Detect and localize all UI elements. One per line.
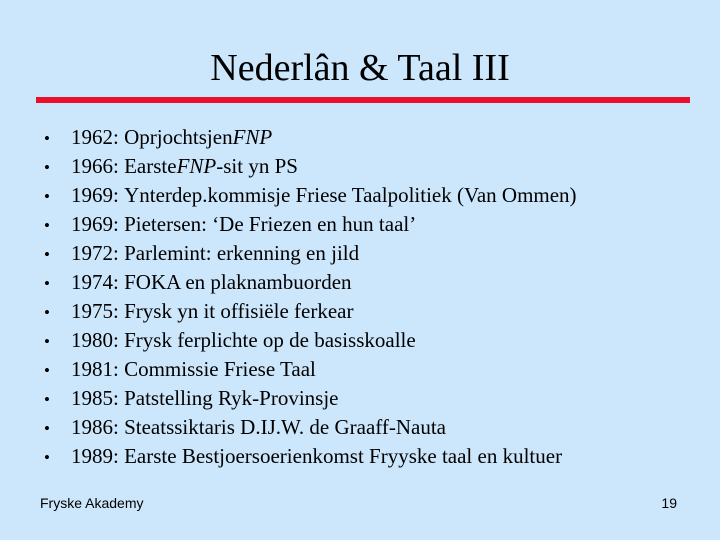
bullet-year: 1962: [71,125,119,149]
bullet-year: 1969: [71,183,119,207]
bullet-item [44,326,577,355]
bullet-year: 1974: [71,270,119,294]
bullet-text: Patstelling Ryk-Provinsje [124,386,339,410]
bullet-text: Oprjochtsjen [124,125,233,149]
bullet-year: 1989: [71,444,119,468]
bullet-dot-icon: • [44,332,50,351]
bullet-item [44,384,577,413]
bullet-dot-icon: • [44,390,50,409]
title-divider [36,97,690,103]
bullet-text-italic: FNP [176,154,217,178]
bullet-text: Steatssiktaris D.IJ.W. de Graaff-Nauta [124,415,447,439]
footer-text: Fryske Akademy [40,495,144,511]
bullet-item [44,181,577,210]
bullet-text: Earste Bestjoersoerienkomst Fryyske taal en kultuer [124,444,563,468]
bullet-item [44,123,577,152]
bullet-year: 1981: [71,357,119,381]
bullet-text: FOKA en plaknambuorden [124,270,352,294]
bullet-year: 1980: [71,328,119,352]
bullet-dot-icon: • [44,129,50,148]
bullet-item [44,297,577,326]
bullet-dot-icon: • [44,158,50,177]
bullet-text: Frysk yn it offisiële ferkear [124,299,354,323]
bullet-text: Ynterdep.kommisje Friese Taalpolitiek (Van Ommen) [124,183,577,207]
bullet-dot-icon: • [44,303,50,322]
bullet-text: -sit yn PS [216,154,298,178]
bullet-text: Frysk ferplichte op de basisskoalle [124,328,416,352]
slide-title: Nederlân & Taal III [210,47,510,89]
bullet-year: 1986: [71,415,119,439]
bullet-dot-icon: • [44,419,50,438]
bullet-text-italic: FNP [232,125,273,149]
bullet-year: 1969: [71,212,119,236]
bullet-item [44,355,577,384]
bullet-dot-icon: • [44,216,50,235]
bullet-dot-icon: • [44,361,50,380]
bullet-year: 1972: [71,241,119,265]
bullet-text: Pietersen: ‘De Friezen en hun taal’ [124,212,417,236]
bullet-year: 1975: [71,299,119,323]
bullet-year: 1985: [71,386,119,410]
bullet-text: Earste [124,154,177,178]
bullet-dot-icon: • [44,187,50,206]
bullet-list [44,123,577,471]
bullet-dot-icon: • [44,274,50,293]
bullet-dot-icon: • [44,448,50,467]
bullet-item [44,239,577,268]
bullet-item [44,268,577,297]
bullet-item [44,413,577,442]
bullet-dot-icon: • [44,245,50,264]
bullet-item [44,442,577,471]
bullet-year: 1966: [71,154,119,178]
bullet-item [44,210,577,239]
page-number: 19 [661,495,677,511]
bullet-text: Commissie Friese Taal [124,357,316,381]
bullet-item [44,152,577,181]
bullet-text: Parlemint: erkenning en jild [124,241,360,265]
